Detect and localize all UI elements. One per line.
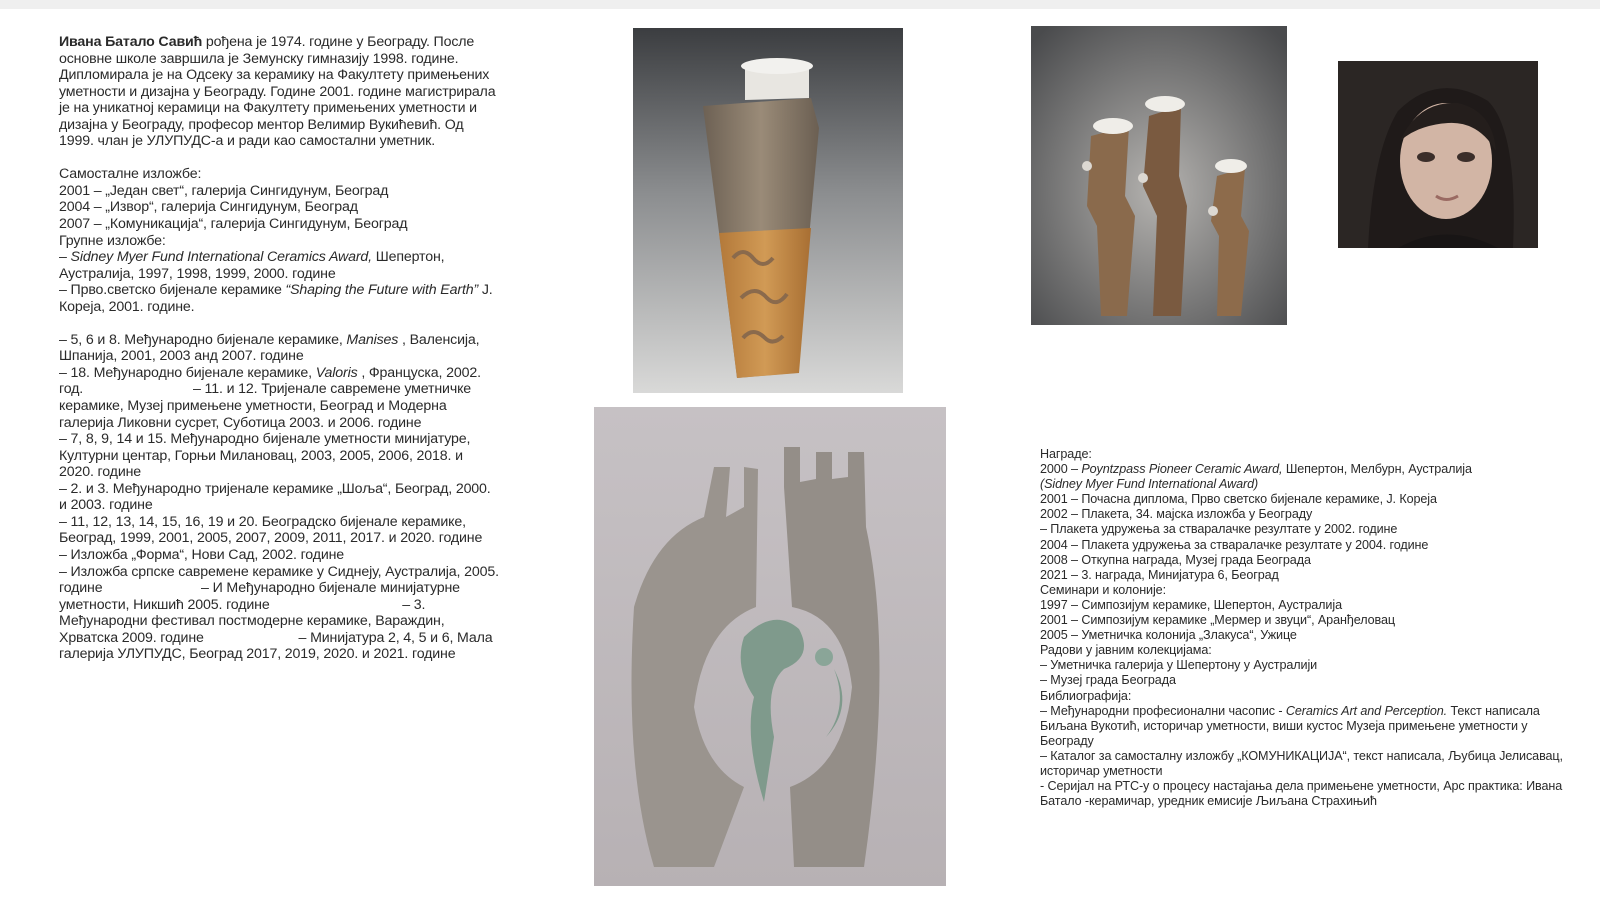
portrait-image [1338,61,1538,248]
journal-title: Ceramics Art and Perception. [1285,703,1448,718]
spacer [59,315,499,332]
seminar-item: 2001 – Симпозијум керамике „Мермер и звуци“, Аранђеловац [1040,613,1395,628]
three-figures-photo [1031,26,1287,325]
artist-name: Ивана Батало Савић [59,34,203,50]
solo-heading: Самосталне изложбе: [59,166,202,183]
awards-column [1040,447,1580,809]
valoris-title: Valoris [315,364,358,381]
three-figures-image [1031,26,1287,325]
awards-heading: Награде: [1040,447,1092,461]
group-item-manises [59,332,499,365]
award-year: 2000 – [1040,462,1082,477]
bibliography-heading: Библиографија: [1040,688,1132,703]
group-item: – Изложба „Форма“, Нови Сад, 2002. године [59,546,345,563]
group-item: – 7, 8, 9, 14 и 15. Међународно бијенале уметности минијатуре, Културни центар, Горњи Милановац, 2003, 2005, 2006, 2018. и 2020. године [59,431,471,481]
dash: – [59,249,71,266]
group-item: – Изложба српске савремене керамике у Сиднеју, Аустралија, 2005. године – И Међународно бијенале минијатурне уметности, Никшић 2005. године – 3. Међународни фестивал постмодерне керамике, Вараждин, Хрватска 2009. године – Минијатура 2, 4, 5 и 6, Мала галерија УЛУПУДС, Београд 2017, 2019, 2020. и 2021. године [59,563,503,663]
award-note [1040,477,1580,492]
seminars-heading: Семинари и колоније: [1040,582,1166,597]
collections-heading: Радови у јавним колекцијама: [1040,643,1212,658]
solo-item: 2001 – „Један свет“, галерија Сингидунум, Београд [59,182,389,199]
vessel-image [633,28,903,393]
award-item: 2004 – Плакета удружења за стваралачке резултате у 2004. године [1040,537,1429,552]
poyntzpass-details: Шепертон, Мелбурн, Аустралија [1282,462,1472,477]
bio-paragraph [59,34,499,150]
poyntzpass-title: Poyntzpass Pioneer Ceramic Award, [1081,462,1283,477]
bibliography-item: – Каталог за самосталну изложбу „КОМУНИКАЦИЈА“, текст написала, Љубица Јелисавац, историчар уметности [1040,748,1563,778]
spacer [59,150,499,167]
manises-prefix: – 5, 6 и 8. Међународно бијенале керамике, [59,331,347,348]
collection-item: – Уметничка галерија у Шепертону у Аустралији [1040,658,1318,673]
group-item: – 2. и 3. Међународно тријенале керамике „Шоља“, Београд, 2000. и 2003. године [59,480,491,514]
group-item-sidney [59,249,499,282]
collection-item: – Музеј града Београда [1040,673,1176,688]
solo-item: 2004 – „Извор“, галерија Сингидунум, Београд [59,199,358,216]
group-heading: Групне изложбе: [59,232,166,249]
journal-details: Текст написала Биљана Вукотић, историчар уметности, виши кустос Музеја примењене уметности у Београду [1040,703,1540,748]
award-item-poyntzpass [1040,462,1580,477]
group-item-shaping [59,282,499,315]
bibliography-item: - Серијал на РТС-у о процесу настајања дела примењене уметности, Арс практика: Ивана Батало -керамичар, уредник емисије Љиљана Страхињић [1040,779,1563,809]
journal-prefix: – Међународни професионални часопис - [1040,703,1286,718]
bio-text: рођена је 1974. године у Београду. После основне школе завршила је Земунску гимназију 1998. године. Дипломирала је на Одсеку за керамику на Факултету примењених уметности и дизајна у Београду. Године 2001. године магистрирала је на уникатној керамици на Факултету примењених уметности и дизајна у Београду, професор ментор Велимир Вукићевић. Од 1999. члан је УЛУПУДС-а и ради као самостални уметник. [59,34,496,150]
solo-item: 2007 – „Комуникација“, галерија Сингидунум, Београд [59,216,408,233]
top-bar [0,0,1600,9]
manises-title: Manises [346,331,399,348]
seminar-item: 1997 – Симпозијум керамике, Шепертон, Аустралија [1040,597,1342,612]
bibliography-item-journal [1040,704,1580,749]
shaping-details: J. Кореја, 2001. године. [59,282,493,315]
shaping-prefix: – Прво.светско бијенале керамике [59,282,286,299]
biography-column [59,34,503,663]
award-item: 2001 – Почасна диплома, Прво светско бијенале керамике, J. Кореја [1040,492,1437,507]
manises-details: , Валенсија, Шпанија, 2001, 2003 анд 2007. године [59,331,480,365]
hands-sculpture-photo [594,407,946,886]
artist-portrait-photo [1338,61,1538,248]
group-item: – 11, 12, 13, 14, 15, 16, 19 и 20. Београдско бијенале керамике, Београд, 1999, 2001, 2005, 2007, 2009, 2011, 2017. и 2020. године [59,513,483,547]
award-item: – Плакета удружења за стваралачке резултате у 2002. године [1040,522,1398,537]
shaping-title: “Shaping the Future with Earth” [285,282,479,299]
award-item: 2002 – Плакета, 34. мајска изложба у Београду [1040,507,1313,522]
sidney-details: Шепертон, Аустралија, 1997, 1998, 1999, 2000. године [59,249,445,282]
award-item: 2008 – Откупна награда, Музеј града Београда [1040,552,1311,567]
hands-sculpture-image [594,407,946,886]
vessel-sculpture-photo [633,28,903,393]
valoris-prefix: – 18. Међународно бијенале керамике, [59,364,316,381]
group-item-valoris [59,365,499,431]
sidney-award-title: Sidney Myer Fund International Ceramics Award, [70,249,372,266]
seminar-item: 2005 – Уметничка колонија „Злакуса“, Ужице [1040,628,1297,643]
sidney-award-note: (Sidney Myer Fund International Award) [1040,477,1259,492]
award-item: 2021 – 3. награда, Минијатура 6, Београд [1040,567,1279,582]
valoris-details: , Француска, 2002. год. – 11. и 12. Тријенале савремене уметничке керамике, Музеј примењене уметности, Београд и Модерна галерија Ликовни сусрет, Суботица 2003. и 2006. године [59,364,485,431]
